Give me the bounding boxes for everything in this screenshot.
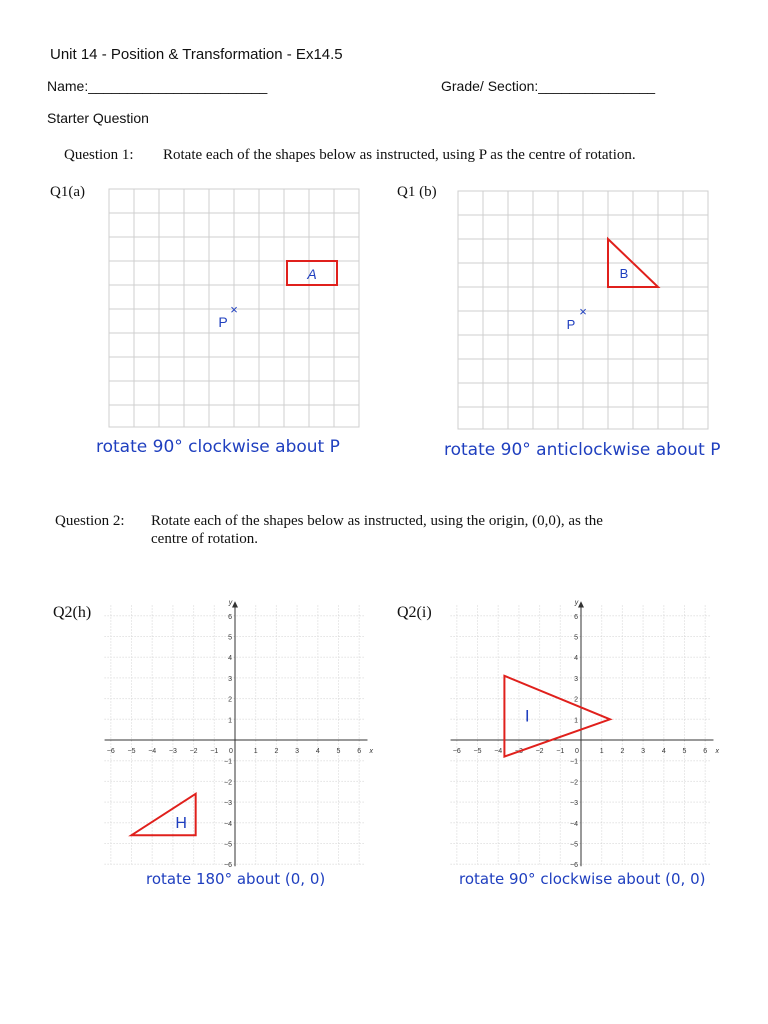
y-tick-label: 1 (574, 717, 578, 725)
q2i-instruction: rotate 90° clockwise about (0, 0) (459, 870, 706, 888)
x-tick-label: −5 (473, 748, 482, 755)
q1a-grid (106, 186, 362, 430)
x-tick-label: 0 (229, 748, 233, 755)
x-tick-label: 0 (575, 748, 579, 755)
x-tick-label: 4 (661, 748, 666, 755)
y-tick-label: 1 (228, 717, 232, 725)
y-tick-label: −1 (224, 758, 232, 766)
y-tick-label: −3 (570, 800, 578, 808)
y-tick-label: −6 (570, 862, 578, 870)
y-tick-label: 2 (574, 696, 578, 704)
q2h-instruction: rotate 180° about (0, 0) (146, 870, 326, 888)
y-tick-label: −6 (224, 862, 232, 870)
y-tick-label: 5 (228, 634, 232, 642)
point-p-mark: × (230, 302, 238, 317)
point-p-label: P (566, 317, 576, 332)
q2h-label: Q2(h) (53, 604, 92, 621)
x-tick-label: −4 (494, 748, 503, 755)
y-axis-arrow (232, 601, 238, 607)
y-tick-label: −5 (224, 841, 232, 849)
q2i-label: Q2(i) (397, 604, 432, 621)
x-axis-label: x (369, 748, 374, 755)
x-tick-label: 2 (274, 748, 279, 755)
x-tick-label: −3 (514, 748, 523, 755)
x-tick-label: 6 (703, 748, 708, 755)
x-tick-label: 5 (682, 748, 687, 755)
x-tick-label: −1 (210, 748, 219, 755)
y-tick-label: 3 (574, 675, 578, 683)
y-tick-label: −4 (224, 820, 232, 828)
q2i-coordinate-grid (446, 590, 736, 870)
x-tick-label: 3 (641, 748, 646, 755)
x-tick-label: −1 (556, 748, 565, 755)
y-axis-arrow (578, 601, 584, 607)
x-tick-label: −5 (127, 748, 136, 755)
y-tick-label: −1 (570, 758, 578, 766)
q1b-instruction: rotate 90° anticlockwise about P (444, 440, 721, 460)
shape-i-label: I (524, 706, 530, 726)
shape-b-label: B (619, 266, 629, 281)
q1b-grid (455, 188, 711, 432)
starter-question-heading: Starter Question (47, 110, 149, 126)
q1b-label: Q1 (b) (397, 184, 437, 200)
x-tick-label: 5 (336, 748, 341, 755)
grade-section-field-label: Grade/ Section:_______________ (441, 78, 656, 94)
question1-text: Rotate each of the shapes below as instructed, using P as the centre of rotation. (163, 147, 636, 163)
y-tick-label: 6 (228, 613, 232, 621)
x-tick-label: 2 (620, 748, 625, 755)
q1a-instruction: rotate 90° clockwise about P (96, 437, 340, 457)
y-tick-label: −3 (224, 800, 232, 808)
shape-i (504, 676, 610, 757)
y-tick-label: 3 (228, 675, 232, 683)
question2-label: Question 2: (55, 513, 125, 529)
y-tick-label: −5 (570, 841, 578, 849)
x-tick-label: 6 (357, 748, 362, 755)
name-field-label: Name:_______________________ (47, 78, 268, 94)
y-tick-label: −2 (224, 779, 232, 787)
point-p-label: P (218, 314, 228, 330)
x-tick-label: −6 (106, 748, 115, 755)
x-tick-label: 1 (599, 748, 604, 755)
y-axis-label: y (574, 599, 579, 607)
y-tick-label: 6 (574, 613, 578, 621)
y-tick-label: 5 (574, 634, 578, 642)
x-tick-label: −2 (535, 748, 544, 755)
x-tick-label: −2 (189, 748, 198, 755)
x-tick-label: 4 (315, 748, 320, 755)
shape-h-label: H (175, 814, 187, 832)
x-tick-label: −6 (452, 748, 461, 755)
x-tick-label: 1 (253, 748, 258, 755)
point-p-mark: × (579, 304, 587, 319)
y-tick-label: 4 (574, 655, 578, 663)
y-axis-label: y (228, 599, 233, 607)
y-tick-label: 4 (228, 655, 232, 663)
x-tick-label: 3 (295, 748, 300, 755)
y-tick-label: −2 (570, 779, 578, 787)
question1-label: Question 1: (64, 147, 134, 163)
question2-text-line2: centre of rotation. (151, 531, 259, 547)
x-axis-label: x (715, 748, 720, 755)
q1a-label: Q1(a) (50, 184, 85, 200)
x-tick-label: −4 (148, 748, 157, 755)
y-tick-label: −4 (570, 820, 578, 828)
y-tick-label: 2 (228, 696, 232, 704)
q2h-coordinate-grid (100, 590, 390, 870)
x-tick-label: −3 (168, 748, 177, 755)
shape-a-label: A (307, 266, 317, 282)
worksheet-title: Unit 14 - Position & Transformation - Ex14.5 (50, 46, 343, 63)
question2-text-line1: Rotate each of the shapes below as instructed, using the origin, (0,0), as the (151, 513, 603, 529)
